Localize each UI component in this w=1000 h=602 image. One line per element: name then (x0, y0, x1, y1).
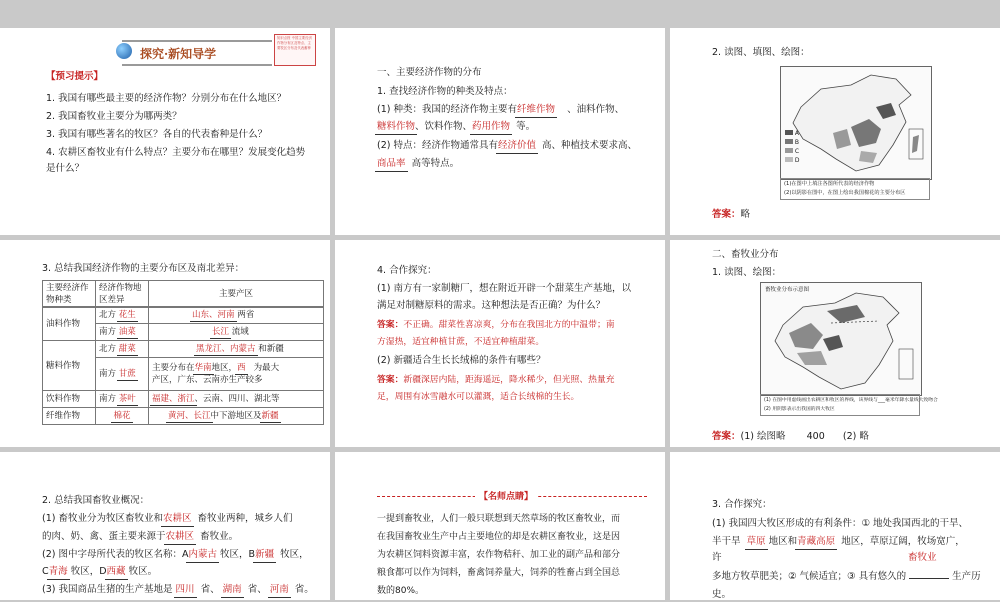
crop-table-body: 油料作物 北方 花生 山东、河南 两省 南方 油菜 长江 流域 糖料作物 北方 甜菜 黑龙江、内蒙古 和新疆 南方 甘蔗 主要分布在华南地区，西 为最大 产区，广东、云南亦生产较多 饮料作物 南方 茶叶 福建、浙江、云南、四川、湖北等 纤维作物 棉花 黄河、长江中下游地区及新疆 (42, 306, 324, 425)
map-caption-box: (1)在图中上填注各图所代表的经济作物 (2)以阴影在图中，在图上绘出我国棉花的主要分布区 (780, 178, 930, 200)
banner (122, 40, 272, 66)
slide-2[interactable] (335, 28, 665, 235)
tip-para-2: 在我国畜牧业生产中占主要地位的却是农耕区畜牧业，这是因 (377, 532, 621, 542)
answer-1b: 方湿热，适宜种植甘蔗，不适宜种植甜菜。 (377, 337, 545, 347)
line-2: (1) 种类：我国的经济作物主要有纤维作物 、油料作物、 (377, 104, 625, 115)
slide-7-line-1: (1) 畜牧业分为牧区畜牧业和农耕区 畜牧业两种，城乡人们 (42, 513, 293, 524)
notepad-text: 知识点拨 中国主要经济作物分布区及特点、主要牧区分布及代表畜种 (277, 36, 312, 50)
china-crop-map (780, 66, 932, 180)
slide-7-line-3: (2) 图中字母所代表的牧区名称：A内蒙古 牧区，B新疆 牧区， (42, 549, 309, 560)
header-area: 主要产区 (149, 281, 324, 308)
slide-3-answer: 答案：略 (712, 209, 751, 220)
tip-para-3: 为农耕区饲料资源丰富，农作物秸秆、加工业的副产品和部分 (377, 550, 621, 560)
slide-9-line-5: 史。 (712, 589, 732, 600)
slide-9-line-3: 许 (712, 552, 722, 563)
question-4: 4. 农耕区畜牧业有什么特点？主要分布在哪里？发展变化趋势 (46, 147, 306, 158)
slide-9-line-2: 半干旱 草原 地区和青藏高原 地区，草原辽阔，牧场宽广， (712, 536, 965, 547)
slide-9-line-4: 多地方牧草肥美；② 气候适宜；③ 具有悠久的 生产历 (712, 571, 981, 582)
line-3: 糖料作物、饮料作物、药用作物 等。 (377, 121, 536, 132)
answer-medicine: 药用作物 (472, 121, 511, 132)
cell-oil: 油料作物 (43, 307, 96, 341)
tip-title: 【名师点睛】 (475, 490, 537, 504)
question-2: 2. 我国畜牧业主要分为哪两类？ (46, 111, 182, 122)
section-heading-2: 二、畜牧业分布 (712, 249, 779, 260)
question-4-cont: 是什么？ (46, 163, 85, 174)
slide-5[interactable] (335, 240, 665, 447)
slide-9-title: 3. 合作探究： (712, 499, 772, 510)
slide-7-line-4: C青海 牧区，D西藏 牧区。 (42, 566, 158, 577)
section-heading: 一、主要经济作物的分布 (377, 67, 482, 78)
tip-para-1: 一提到畜牧业，人们一般只联想到天然草场的牧区畜牧业，而 (377, 514, 621, 524)
slide-1[interactable] (0, 28, 330, 235)
slide-7-title: 2. 总结我国畜牧业概况： (42, 495, 150, 506)
answer-commodity: 商品率 (377, 158, 406, 169)
cell-drink: 饮料作物 (43, 391, 96, 408)
answer-2b: 足，周围有冰雪融水可以灌溉，适合长绒棉的生长。 (377, 392, 580, 402)
question-1: 1. 我国有哪些最主要的经济作物？分别分布在什么地区？ (46, 93, 287, 104)
line-4: (2) 特点：经济作物通常具有经济价值 高、种植技术要求高、 (377, 140, 638, 151)
tip-para-4: 粮食都可以作为饲料，畜禽饲养量大，饲养的牲畜占到全国总 (377, 568, 621, 578)
slide-7[interactable] (0, 452, 330, 600)
slide-9[interactable] (670, 452, 1000, 600)
slide-3-title: 2. 读图、填图、绘图： (712, 47, 810, 58)
slide-6-answer: 答案：(1) 绘图略 400 (2) 略 (712, 431, 869, 442)
globe-icon (116, 43, 132, 59)
slide-8[interactable] (335, 452, 665, 600)
slide-7-line-5: (3) 我国商品生猪的生产基地是 四川 省、 湖南 省、 河南 省。 (42, 584, 314, 595)
livestock-caption-box: (1) 在图中用虚线画出农耕区和牧区的界线，该界线与___毫米年降水量线大致吻合 (2) 用阴影表示出我国的四大牧区 (760, 394, 920, 416)
slide-6-line-1: 1. 读图、绘图： (712, 267, 782, 278)
cell-fiber: 纤维作物 (43, 408, 96, 425)
livestock-map-title: 畜牧业分布示意图 (765, 287, 810, 293)
line-1: 1. 查找经济作物的种类及特点： (377, 86, 513, 97)
banner-title: 探究·新知导学 (140, 47, 217, 61)
slide-3[interactable] (670, 28, 1000, 235)
answer-value: 经济价值 (497, 140, 536, 151)
slide-9-line-1: (1) 我国四大牧区形成的有利条件：① 地处我国西北的干旱、 (712, 518, 969, 529)
slide-6[interactable] (670, 240, 1000, 447)
slide-7-line-2: 的肉、奶、禽、蛋主要来源于农耕区 畜牧业。 (42, 531, 239, 542)
slide-4-title: 3. 总结我国经济作物的主要分布区及南北差异： (42, 263, 245, 274)
section-title: 【预习提示】 (46, 71, 104, 82)
question-3: 3. 我国有哪些著名的牧区？各自的代表畜种是什么？ (46, 129, 268, 140)
tip-para-5: 数的80%。 (377, 586, 425, 596)
question-1b: 满足对制糖原料的需求。这种想法是否正确？为什么？ (377, 300, 606, 311)
livestock-map-svg (761, 283, 921, 395)
notepad-box (274, 34, 316, 66)
question-2: (2) 新疆适合生长长绒棉的条件有哪些？ (377, 355, 546, 366)
header-region: 经济作物地区差异 (96, 281, 149, 308)
slide-4[interactable] (0, 240, 330, 447)
slide-5-title: 4. 合作探究： (377, 265, 437, 276)
livestock-map (760, 282, 922, 396)
header-crop: 主要经济作物种类 (43, 281, 96, 308)
answer-livestock: 畜牧业 (908, 552, 937, 563)
answer-1a: 答案：不正确。甜菜性喜凉爽，分布在我国北方的中温带；南 (377, 320, 615, 330)
answer-fiber: 纤维作物 (516, 104, 555, 115)
question-1a: (1) 南方有一家制糖厂，想在附近开辟一个甜菜生产基地，以 (377, 283, 631, 294)
cell-sugar: 糖料作物 (43, 341, 96, 391)
map-legend: A B C D (785, 129, 800, 165)
crop-distribution-table (42, 280, 324, 308)
line-5: 商品率 高等特点。 (377, 158, 460, 169)
china-map-svg (781, 67, 931, 179)
answer-2a: 答案：新疆深居内陆，距海遥远，降水稀少，但光照、热量充 (377, 375, 615, 385)
answer-sugar: 糖料作物 (377, 121, 416, 132)
